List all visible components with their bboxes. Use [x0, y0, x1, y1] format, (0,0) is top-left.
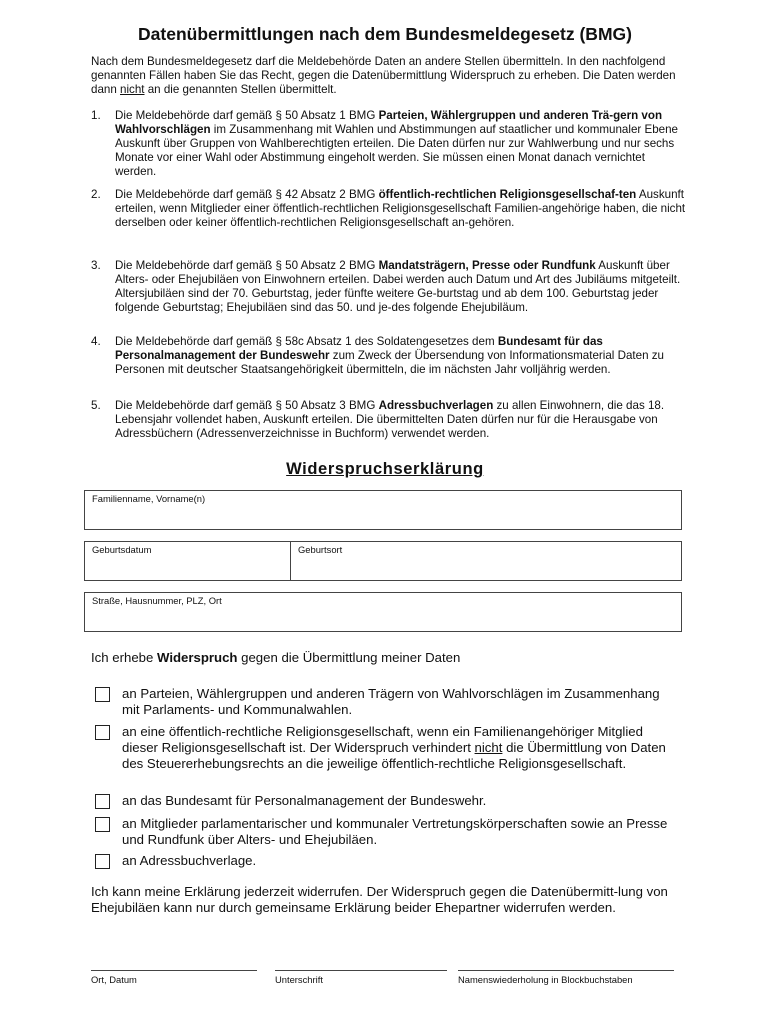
birthdate-field-label: Geburtsdatum — [92, 544, 152, 555]
list-item-text: Die Meldebehörde darf gemäß § 50 Absatz 1 BMG Parteien, Wählergruppen und anderen Trä-gern von Wahlvorschlägen im Zusammenhang mit Wahlen und Abstimmungen auf staatlicher und kommunaler Ebene Auskunft über Gruppen von Wahlberechtigten erteilen. Die Daten dürfen nur zur Wahlwerbung und nur sechs Monate vor einer Wahl oder Abstimmung eingeholt werden. Sie müssen einen Monat danach vernichtet werden. — [115, 109, 679, 178]
declaration-bold: Widerspruch — [156, 650, 238, 665]
list-item-bold: öffentlich-rechtlichen Religionsgesellschaf-ten — [378, 188, 637, 201]
list-item-number: 4. — [91, 335, 101, 348]
list-item-number: 5. — [91, 399, 101, 412]
place-date-line[interactable] — [91, 970, 257, 971]
objection-option-label: an das Bundesamt für Personalmanagement der Bundeswehr. — [122, 793, 487, 808]
objection-checkbox[interactable] — [95, 687, 110, 702]
objection-option-label: an Adressbuchverlage. — [122, 853, 257, 868]
objection-option-label: an eine öffentlich-rechtliche Religionsgesellschaft, wenn ein Familienangehöriger Mitglied dieser Religionsgesellschaft ist. Der Widerspruch verhindert nicht die Übermittlung von Daten des Steuererhebungsrechts an die jeweilige öffentlich-rechtliche Religionsgesellschaft. — [122, 724, 666, 771]
intro-paragraph — [91, 55, 691, 97]
birthplace-field[interactable] — [290, 541, 682, 581]
list-item-bold: Bundesamt für das Personalmanagement der Bundeswehr — [115, 335, 603, 362]
list-item-text: Die Meldebehörde darf gemäß § 50 Absatz 3 BMG Adressbuchverlagen zu allen Einwohnern, die das 18. Lebensjahr vollendet haben, Auskunft erteilen. Die übermittelten Daten dürfen nur für die Herausgabe von Adressbüchern (Adressenverzeichnisse in Buchform) verwendet werden. — [115, 399, 665, 440]
list-item-text: Die Meldebehörde darf gemäß § 50 Absatz 2 BMG Mandatsträgern, Presse oder Rundfunk Auskunft über Alters- oder Ehejubiläen von Einwohnern erteilen. Dabei werden auch Datum und Art des Jubiläums mitgeteilt. Altersjubiläen sind der 70. Geburtstag, jeder fünfte weitere Ge-burtstag und ab dem 100. Geburtstag jeder folgende Geburtstag; Ehejubiläen sind das 50. und je-des folgende Ehejubiläum. — [115, 259, 681, 314]
name-field[interactable] — [84, 490, 682, 530]
name-repeat-line[interactable] — [458, 970, 674, 971]
signature-label: Unterschrift — [275, 974, 323, 985]
list-item-text: Die Meldebehörde darf gemäß § 58c Absatz 1 des Soldatengesetzes dem Bundesamt für das Personalmanagement der Bundeswehr zum Zweck der Übersendung von Informationsmaterial Daten zu Personen mit deutscher Staatsangehörigkeit übermitteln, die im nächsten Jahr volljährig werden. — [115, 335, 664, 376]
objection-checkbox[interactable] — [95, 817, 110, 832]
birthdate-field[interactable] — [84, 541, 291, 581]
signature-line[interactable] — [275, 970, 447, 971]
objection-checkbox[interactable] — [95, 725, 110, 740]
list-item-bold: Mandatsträgern, Presse oder Rundfunk — [378, 259, 596, 272]
birthplace-field-label: Geburtsort — [298, 544, 343, 555]
name-repeat-label: Namenswiederholung in Blockbuchstaben — [458, 974, 633, 985]
address-field-label: Straße, Hausnummer, PLZ, Ort — [92, 595, 222, 606]
intro-text-1: Nach dem Bundesmeldegesetz darf die Meldebehörde Daten an andere Stellen übermitteln. In den nachfolgend genannten Fällen haben Sie das Recht, gegen die Datenübermittlung Widerspruch zu erheben. Die Daten werden dann — [91, 55, 676, 96]
list-item-number: 2. — [91, 188, 101, 201]
list-item-text: Die Meldebehörde darf gemäß § 42 Absatz 2 BMG öffentlich-rechtlichen Religionsgesellschaf-ten Auskunft erteilen, wenn Mitglieder einer öffentlich-rechtlichen Religionsgesellschaft Familien-angehörige haben, die nicht derselben oder keiner öffentlich-rechtlichen Religionsgesellschaft an-gehören. — [115, 188, 686, 229]
objection-checkbox[interactable] — [95, 794, 110, 809]
declaration-text: Ich erhebe Widerspruch gegen die Übermittlung meiner Daten — [91, 650, 461, 665]
objection-option-label: an Mitglieder parlamentarischer und kommunaler Vertretungskörperschaften sowie an Presse und Rundfunk über Alters- und Ehejubiläen. — [122, 816, 668, 847]
list-item-bold: Adressbuchverlagen — [378, 399, 494, 412]
intro-underline: nicht — [120, 83, 145, 96]
objection-checkbox[interactable] — [95, 854, 110, 869]
page-title: Datenübermittlungen nach dem Bundesmeldegesetz (BMG) — [138, 24, 632, 44]
closing-paragraph: Ich kann meine Erklärung jederzeit widerrufen. Der Widerspruch gegen die Datenübermitt-lung von Ehejubiläen kann nur durch gemeinsame Erklärung beider Ehepartner widerrufen werden. — [91, 884, 668, 915]
name-field-label: Familienname, Vorname(n) — [92, 493, 206, 504]
list-item-bold: Parteien, Wählergruppen und anderen Trä-gern von Wahlvorschlägen — [115, 109, 663, 136]
section-title: Widerspruchserklärung — [286, 460, 484, 478]
option-underline: nicht — [474, 740, 503, 755]
place-date-label: Ort, Datum — [91, 974, 137, 985]
list-item-number: 3. — [91, 259, 101, 272]
list-item-number: 1. — [91, 109, 101, 122]
intro-text-2: an die genannten Stellen übermittelt. — [144, 83, 337, 96]
objection-option-label: an Parteien, Wählergruppen und anderen Trägern von Wahlvorschlägen im Zusammenhang mit Parlaments- und Kommunalwahlen. — [122, 686, 660, 717]
address-field[interactable] — [84, 592, 682, 632]
